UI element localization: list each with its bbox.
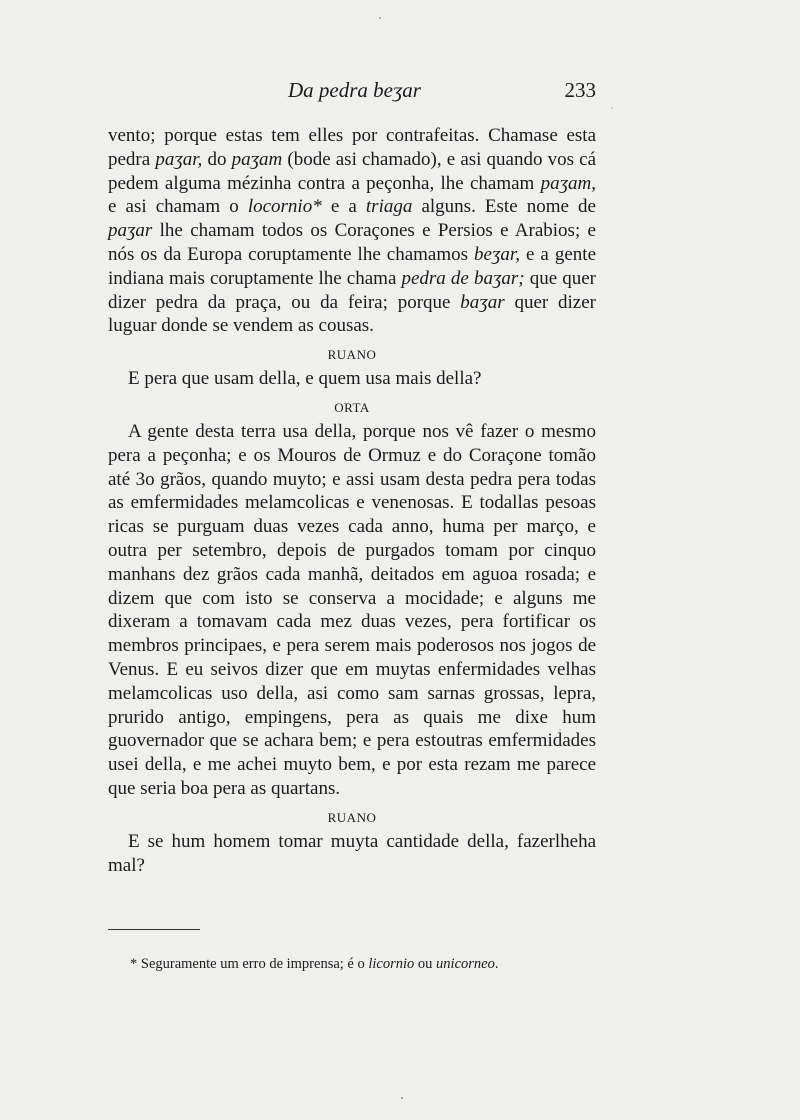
text-run: Seguramente um erro de imprensa; é o [137, 956, 369, 972]
italic-term: paʒam, [540, 172, 596, 194]
text-run: lhe chamam todos os Coraçones e Persios e Arabios; e nós os da Europa coruptamente lhe chamamos [108, 220, 596, 265]
text-run: alguns. Este nome de [412, 196, 596, 218]
speaker-label-ruano: RUANO [327, 347, 377, 363]
italic-term: baʒar [460, 291, 505, 313]
italic-term: beʒar, [474, 243, 520, 265]
text-run: e a gente indiana mais coruptamente lhe chama [108, 243, 597, 289]
ruano-question: E pera que usam della, e quem usa mais della? [128, 368, 482, 390]
ruano-question: E se hum homem tomar muyta cantidade della, fazerlheha mal? [108, 830, 596, 876]
text-run: (bode asi chamado), e asi quando vos cá pedem alguma mézinha contra a peçonha, lhe chamam [108, 148, 596, 194]
footnote-mark: * [130, 956, 138, 972]
speaker-label-ruano: RUANO [327, 809, 377, 825]
body-text [108, 124, 596, 877]
text-run: quer dizer luguar donde se vendem as cousas. [108, 291, 596, 337]
orta-answer: A gente desta terra usa della, porque nos vê fazer o mesmo pera a peçonha; e os Mouros de Ormuz e do Coraçone tomão até 3o grãos, quando muyto; e assi usam desta pedra pera todas as emfermidades melamcolicas e venenosas. E todallas pesoas ricas se purguam duas vezes cada anno, huma per março, e outra per setembro, depois de purgados tomam por cinquo manhans dez grãos cada manhã, deitados em aguoa rosada; e dizem que com isto se conserva a mocidade; e alguns me dixeram a tomavam cada mez duas vezes, pera fortificar os membros principaes, e pera serem mais poderosos nos jogos de Venus. E eu seivos dizer que em muytas enfermidades velhas melamcolicas uso della, asi como sam sarnas grossas, lepra, prurido antigo, empingens, pera as quais me dixe hum guovernador que se achara bem; e pera estoutras emfermidades usei della, e me achei muyto bem, e por esta rezam me parece que seria boa pera as quartans. [108, 420, 596, 799]
text-run: e asi chamam o [108, 196, 248, 218]
italic-term: licornio [368, 956, 415, 972]
italic-term: triaga [365, 196, 413, 218]
italic-term: paʒar, [155, 148, 203, 170]
italic-term: paʒam [231, 148, 283, 170]
running-title: Da pedra beʒar [288, 78, 421, 102]
text-run: . [494, 956, 499, 972]
italic-term: paʒar [108, 220, 153, 242]
text-run: que quer dizer pedra da praça, ou da feira; porque [108, 267, 596, 313]
text-run: e a [321, 196, 366, 218]
text-run: do [202, 148, 232, 170]
italic-term: pedra de baʒar; [401, 267, 525, 289]
page-header [108, 78, 596, 110]
paragraph-continuation [108, 124, 596, 338]
italic-term: unicorneo [436, 956, 495, 972]
footnote [130, 955, 596, 973]
speaker-label-orta: ORTA [334, 399, 370, 415]
page-number: 233 [564, 78, 596, 102]
text-run: vento; porque estas tem elles por contrafeitas. Chamase esta pedra [108, 125, 596, 170]
footnote-rule [108, 929, 200, 930]
text-run: ou [414, 956, 437, 972]
italic-term: locornio* [247, 196, 322, 218]
